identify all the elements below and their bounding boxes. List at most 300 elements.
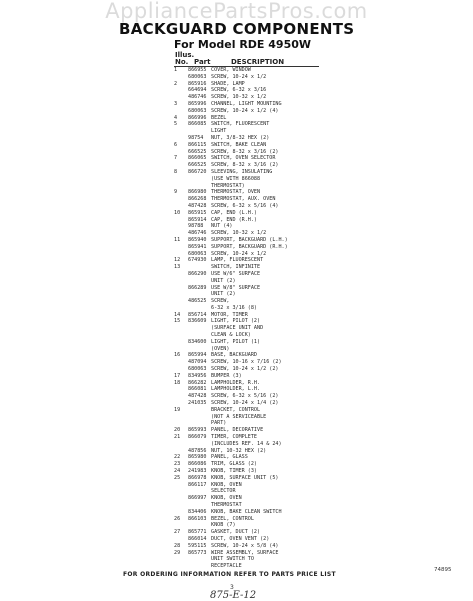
parts-row bbox=[174, 101, 473, 108]
parts-row bbox=[174, 149, 473, 156]
illus-number bbox=[174, 393, 188, 400]
part-number: 865916 bbox=[188, 80, 207, 87]
part-number: 866720 bbox=[188, 168, 207, 175]
part-description: SWITCH, OVEN SELECTOR bbox=[211, 155, 276, 162]
parts-row bbox=[174, 94, 473, 101]
illus-number: 20 bbox=[174, 427, 181, 434]
parts-row bbox=[174, 169, 473, 176]
part-description: NUT (4) bbox=[211, 223, 233, 230]
part-number: 866997 bbox=[188, 495, 207, 502]
parts-row bbox=[174, 441, 473, 448]
part-description: LAMPHOLDER, R.H. bbox=[211, 379, 261, 386]
illus-number bbox=[174, 217, 188, 224]
part-number: 680063 bbox=[188, 73, 207, 80]
parts-row bbox=[174, 332, 473, 339]
part-number: 241035 bbox=[188, 400, 207, 407]
part-number: 866081 bbox=[188, 386, 207, 393]
parts-row bbox=[174, 115, 473, 122]
part-description: KNOB, TIMER (3) bbox=[211, 468, 258, 475]
part-number: 98754 bbox=[188, 134, 204, 141]
part-number bbox=[188, 563, 211, 570]
part-description: BASE, BACKGUARD bbox=[211, 352, 258, 359]
illus-number: 25 bbox=[174, 474, 181, 481]
illus-number bbox=[174, 420, 188, 427]
model-subtitle: For Model RDE 4950W bbox=[174, 38, 312, 51]
parts-row bbox=[174, 285, 473, 292]
parts-row bbox=[174, 380, 473, 387]
part-description: BEZEL, CONTROL bbox=[211, 515, 254, 522]
part-number: 866996 bbox=[188, 114, 207, 121]
part-number bbox=[188, 291, 211, 298]
parts-row bbox=[174, 121, 473, 128]
part-description: (OVEN) bbox=[211, 345, 230, 352]
parts-row bbox=[174, 516, 473, 523]
illus-number bbox=[174, 285, 188, 292]
part-number: 680063 bbox=[188, 250, 207, 257]
illus-number: 12 bbox=[174, 257, 181, 264]
column-header-part: Part bbox=[194, 58, 211, 66]
illus-number: 7 bbox=[174, 155, 178, 162]
part-description: WIRE ASSEMBLY, SURFACE bbox=[211, 549, 279, 556]
part-number bbox=[188, 488, 211, 495]
illus-number bbox=[174, 74, 188, 81]
part-number: 486746 bbox=[188, 94, 207, 101]
parts-row bbox=[174, 176, 473, 183]
part-description: THERMOSTAT bbox=[211, 502, 242, 508]
parts-row bbox=[174, 74, 473, 81]
parts-row bbox=[174, 210, 473, 217]
part-number: 866978 bbox=[188, 474, 207, 481]
part-description: TIMER, COMPLETE bbox=[211, 434, 258, 441]
illus-number bbox=[174, 536, 188, 543]
parts-row bbox=[174, 488, 473, 495]
illus-number: 9 bbox=[174, 189, 178, 196]
illus-number bbox=[174, 522, 188, 529]
part-number bbox=[188, 556, 211, 563]
part-number: 487094 bbox=[188, 359, 207, 366]
illus-number bbox=[174, 448, 188, 455]
illus-number bbox=[174, 346, 188, 353]
parts-row bbox=[174, 482, 473, 489]
part-description: SCREW, 6-32 x 5/16 (4) bbox=[211, 202, 279, 209]
part-number: 866086 bbox=[188, 461, 207, 468]
illus-number bbox=[174, 244, 188, 251]
illus-number bbox=[174, 271, 188, 278]
illus-number bbox=[174, 230, 188, 237]
part-description: BUMPER (3) bbox=[211, 372, 242, 379]
part-number: 865980 bbox=[188, 454, 207, 461]
illus-number bbox=[174, 251, 188, 258]
illus-number bbox=[174, 386, 188, 393]
watermark-text: AppliancePartsPros.com bbox=[105, 0, 368, 23]
part-number: 98788 bbox=[188, 223, 204, 230]
parts-row bbox=[174, 244, 473, 251]
part-number: 865940 bbox=[188, 236, 207, 243]
column-header-no: No. bbox=[175, 58, 189, 66]
part-description: SUPPORT, BACKGUARD (R.H.) bbox=[211, 243, 288, 250]
part-description: SUPPORT, BACKGUARD (L.H.) bbox=[211, 236, 288, 243]
part-number: 865915 bbox=[188, 209, 207, 216]
part-description: THERMOSTAT, AUX. OVEN bbox=[211, 196, 276, 203]
part-number: 865996 bbox=[188, 100, 207, 107]
illus-number: 19 bbox=[174, 406, 181, 413]
part-description: USE W/8" SURFACE bbox=[211, 284, 261, 291]
part-description: MOTOR, TIMER bbox=[211, 311, 248, 318]
illus-number: 8 bbox=[174, 168, 178, 175]
part-description: SCREW, 8-32 x 3/16 (2) bbox=[211, 148, 279, 155]
part-description: THERMOSTAT, OVEN bbox=[211, 189, 261, 196]
part-number: 865771 bbox=[188, 529, 207, 536]
illus-number bbox=[174, 149, 188, 156]
part-number: 834406 bbox=[188, 508, 207, 515]
part-number bbox=[188, 176, 211, 183]
part-number: 680063 bbox=[188, 107, 207, 114]
part-description: LAMPHOLDER, L.H. bbox=[211, 386, 261, 393]
parts-row bbox=[174, 346, 473, 353]
part-description: GASKET, DUCT (2) bbox=[211, 529, 261, 536]
illus-number: 4 bbox=[174, 114, 178, 121]
part-description: KNOB (7) bbox=[211, 522, 236, 529]
illus-number: 5 bbox=[174, 121, 178, 128]
illus-number bbox=[174, 203, 188, 210]
part-number: 865773 bbox=[188, 549, 207, 556]
part-number bbox=[188, 332, 211, 339]
illus-number bbox=[174, 108, 188, 115]
part-description: LIGHT, PILOT (2) bbox=[211, 318, 261, 325]
parts-row bbox=[174, 434, 473, 441]
parts-row bbox=[174, 162, 473, 169]
part-number bbox=[188, 522, 211, 529]
illus-number bbox=[174, 128, 188, 135]
parts-row bbox=[174, 142, 473, 149]
illus-number bbox=[174, 482, 188, 489]
parts-row bbox=[174, 203, 473, 210]
part-description: SWITCH, BAKE CLEAN bbox=[211, 141, 267, 148]
illus-number: 6 bbox=[174, 141, 178, 148]
parts-row bbox=[174, 128, 473, 135]
part-number: 834600 bbox=[188, 338, 207, 345]
part-number bbox=[188, 502, 211, 509]
part-number: 866065 bbox=[188, 155, 207, 162]
part-number: 866103 bbox=[188, 515, 207, 522]
parts-row bbox=[174, 223, 473, 230]
illus-number bbox=[174, 359, 188, 366]
parts-row bbox=[174, 352, 473, 359]
parts-row bbox=[174, 155, 473, 162]
part-description: SCREW, bbox=[211, 298, 230, 305]
part-description: SCREW, 10-32 x 1/2 bbox=[211, 230, 267, 237]
part-number: 241983 bbox=[188, 468, 207, 475]
part-description: (INCLUDES REF. 14 & 24) bbox=[211, 440, 282, 447]
parts-row bbox=[174, 196, 473, 203]
part-number: 486746 bbox=[188, 230, 207, 237]
parts-row bbox=[174, 217, 473, 224]
part-description: USE W/6" SURFACE bbox=[211, 270, 261, 277]
part-description: LAMP, FLUORESCENT bbox=[211, 257, 264, 264]
part-description: (USE WITH 866088 bbox=[211, 175, 261, 182]
part-description: SCREW, 10-24 x 1/2 (2) bbox=[211, 366, 279, 373]
column-header-illus: Illus. bbox=[175, 51, 195, 59]
parts-row bbox=[174, 305, 473, 312]
illus-number bbox=[174, 278, 188, 285]
parts-row bbox=[174, 414, 473, 421]
parts-row bbox=[174, 108, 473, 115]
illus-number: 13 bbox=[174, 264, 181, 271]
document-code: 74895 bbox=[434, 567, 452, 573]
parts-row bbox=[174, 271, 473, 278]
part-description: SCREW, 10-16 x 7/16 (2) bbox=[211, 359, 282, 366]
part-description: SCREW, 10-24 x 5/8 (4) bbox=[211, 542, 279, 549]
parts-row bbox=[174, 550, 473, 557]
illus-number bbox=[174, 366, 188, 373]
illus-number: 28 bbox=[174, 542, 181, 549]
part-description: RECEPTACLE bbox=[211, 563, 242, 570]
illus-number: 2 bbox=[174, 80, 178, 87]
illus-number bbox=[174, 196, 188, 203]
parts-row bbox=[174, 502, 473, 509]
part-description: PANEL, DECORATIVE bbox=[211, 427, 264, 434]
parts-row bbox=[174, 407, 473, 414]
part-description: TRIM, GLASS (2) bbox=[211, 461, 258, 468]
part-number: 487428 bbox=[188, 202, 207, 209]
parts-row bbox=[174, 461, 473, 468]
parts-row bbox=[174, 87, 473, 94]
part-description: NUT, 10-32 HEX (2) bbox=[211, 447, 267, 454]
part-number: 866290 bbox=[188, 270, 207, 277]
parts-row bbox=[174, 251, 473, 258]
parts-row bbox=[174, 529, 473, 536]
part-description: PANEL, GLASS bbox=[211, 454, 248, 461]
part-description: KNOB, OVEN bbox=[211, 481, 242, 488]
illus-number bbox=[174, 298, 188, 305]
part-description: SHADE, LAMP bbox=[211, 80, 245, 87]
illus-number bbox=[174, 339, 188, 346]
parts-list bbox=[174, 67, 473, 570]
illus-number: 26 bbox=[174, 515, 181, 522]
part-description: BRACKET, CONTROL bbox=[211, 406, 261, 413]
part-description: THERMOSTAT) bbox=[211, 182, 245, 189]
part-number: 865994 bbox=[188, 352, 207, 359]
part-number: 866085 bbox=[188, 121, 207, 128]
illus-number bbox=[174, 305, 188, 312]
illus-number bbox=[174, 325, 188, 332]
part-number bbox=[188, 183, 211, 190]
part-description: NUT, 3/8-32 HEX (2) bbox=[211, 134, 270, 141]
part-description: SWITCH, FLUORESCENT bbox=[211, 121, 270, 128]
illus-number: 21 bbox=[174, 434, 181, 441]
parts-row bbox=[174, 522, 473, 529]
part-number bbox=[188, 278, 211, 285]
part-description: (NOT A SERVICEABLE bbox=[211, 413, 267, 420]
part-number: 866980 bbox=[188, 189, 207, 196]
part-number bbox=[188, 420, 211, 427]
part-number: 865993 bbox=[188, 427, 207, 434]
part-number: 866014 bbox=[188, 535, 207, 542]
part-description: SCREW, 6-32 x 5/16 (2) bbox=[211, 393, 279, 400]
part-description: UNIT (2) bbox=[211, 277, 236, 284]
ordering-footer: FOR ORDERING INFORMATION REFER TO PARTS PRICE LIST bbox=[123, 571, 336, 578]
page-number: 3 bbox=[230, 584, 234, 591]
parts-row bbox=[174, 454, 473, 461]
part-number: 856714 bbox=[188, 311, 207, 318]
part-description: KNOB, OVEN bbox=[211, 495, 242, 502]
part-description: (SURFACE UNIT AND bbox=[211, 325, 264, 332]
part-number: 866282 bbox=[188, 379, 207, 386]
parts-row bbox=[174, 339, 473, 346]
illus-number: 22 bbox=[174, 454, 181, 461]
illus-number: 14 bbox=[174, 311, 181, 318]
part-number: 674930 bbox=[188, 257, 207, 264]
parts-row bbox=[174, 373, 473, 380]
parts-row bbox=[174, 427, 473, 434]
illus-number: 29 bbox=[174, 549, 181, 556]
part-number: 664694 bbox=[188, 87, 207, 94]
illus-number bbox=[174, 509, 188, 516]
illus-number bbox=[174, 488, 188, 495]
part-description: UNIT SWITCH TO bbox=[211, 556, 254, 563]
parts-row bbox=[174, 468, 473, 475]
part-number bbox=[188, 264, 211, 271]
illus-number bbox=[174, 332, 188, 339]
parts-row bbox=[174, 67, 473, 74]
part-description: LIGHT bbox=[211, 128, 227, 135]
part-description: COVER, WINDOW bbox=[211, 67, 251, 73]
parts-row bbox=[174, 298, 473, 305]
page-title: BACKGUARD COMPONENTS bbox=[119, 20, 355, 38]
illus-number bbox=[174, 414, 188, 421]
part-description: CLEAN & LOCK) bbox=[211, 332, 251, 339]
part-number bbox=[188, 325, 211, 332]
part-description: KNOB, SURFACE UNIT (5) bbox=[211, 474, 279, 481]
parts-row bbox=[174, 278, 473, 285]
part-number: 866268 bbox=[188, 196, 207, 203]
part-description: SCREW, 10-32 x 1/2 bbox=[211, 94, 267, 101]
parts-row bbox=[174, 237, 473, 244]
part-number: 836609 bbox=[188, 318, 207, 325]
part-number bbox=[188, 346, 211, 353]
part-number: 486525 bbox=[188, 298, 207, 305]
part-description: LIGHT, PILOT (1) bbox=[211, 338, 261, 345]
illus-number bbox=[174, 87, 188, 94]
part-number: 865914 bbox=[188, 216, 207, 223]
part-description: KNOB, BAKE CLEAN SWITCH bbox=[211, 508, 282, 515]
part-number: 865941 bbox=[188, 243, 207, 250]
part-description: PART) bbox=[211, 420, 227, 427]
parts-row bbox=[174, 475, 473, 482]
part-description: SCREW, 8-32 x 3/16 (2) bbox=[211, 162, 279, 169]
parts-row bbox=[174, 420, 473, 427]
part-number: 866289 bbox=[188, 284, 207, 291]
handwritten-note: 875-E-12 bbox=[210, 590, 257, 601]
parts-row bbox=[174, 536, 473, 543]
part-number bbox=[188, 407, 211, 414]
parts-row bbox=[174, 556, 473, 563]
part-number: 866079 bbox=[188, 434, 207, 441]
part-description: SLEEVING, INSULATING bbox=[211, 168, 273, 175]
illus-number bbox=[174, 223, 188, 230]
parts-row bbox=[174, 393, 473, 400]
parts-row bbox=[174, 230, 473, 237]
parts-row bbox=[174, 563, 473, 570]
part-description: SCREW, 10-24 x 1/2 bbox=[211, 73, 267, 80]
parts-row bbox=[174, 189, 473, 196]
part-description: CAP, END (R.H.) bbox=[211, 216, 258, 223]
illus-number: 15 bbox=[174, 318, 181, 325]
part-description: SELECTOR bbox=[211, 488, 236, 495]
part-description: UNIT (2) bbox=[211, 291, 236, 298]
part-number: 487428 bbox=[188, 393, 207, 400]
part-number: 666525 bbox=[188, 162, 207, 169]
part-number bbox=[188, 305, 211, 312]
part-description: BEZEL bbox=[211, 114, 227, 121]
parts-row bbox=[174, 448, 473, 455]
illus-number bbox=[174, 495, 188, 502]
illus-number: 17 bbox=[174, 372, 181, 379]
part-description: DUCT, OVEN VENT (2) bbox=[211, 535, 270, 542]
parts-row bbox=[174, 400, 473, 407]
parts-row bbox=[174, 135, 473, 142]
illus-number: 10 bbox=[174, 209, 181, 216]
illus-number bbox=[174, 135, 188, 142]
illus-number: 23 bbox=[174, 461, 181, 468]
parts-row bbox=[174, 325, 473, 332]
parts-row bbox=[174, 366, 473, 373]
column-header-description: DESCRIPTION bbox=[231, 58, 285, 66]
illus-number bbox=[174, 441, 188, 448]
parts-row bbox=[174, 312, 473, 319]
illus-number bbox=[174, 291, 188, 298]
illus-number bbox=[174, 94, 188, 101]
illus-number bbox=[174, 162, 188, 169]
part-description: SCREW, 10-24 x 1/2 (4) bbox=[211, 107, 279, 114]
part-description: SCREW, 10-24 x 1/4 (2) bbox=[211, 400, 279, 407]
illus-number: 27 bbox=[174, 529, 181, 536]
illus-number: 1 bbox=[174, 67, 178, 73]
part-description: SWITCH, INFINITE bbox=[211, 264, 261, 271]
illus-number bbox=[174, 556, 188, 563]
part-number bbox=[188, 441, 211, 448]
illus-number bbox=[174, 400, 188, 407]
part-number bbox=[188, 128, 211, 135]
parts-row bbox=[174, 509, 473, 516]
part-number: 866955 bbox=[188, 67, 207, 73]
part-description: SCREW, 6-32 x 3/16 bbox=[211, 87, 267, 94]
part-number: 866117 bbox=[188, 481, 207, 488]
parts-row bbox=[174, 183, 473, 190]
part-description: 6-32 x 3/16 (8) bbox=[211, 304, 258, 311]
parts-row bbox=[174, 81, 473, 88]
illus-number: 3 bbox=[174, 100, 178, 107]
parts-row bbox=[174, 543, 473, 550]
illus-number bbox=[174, 502, 188, 509]
part-number: 866115 bbox=[188, 141, 207, 148]
part-description: CAP, END (L.H.) bbox=[211, 209, 258, 216]
part-description: SCREW, 10-24 x 1/2 bbox=[211, 250, 267, 257]
illus-number: 18 bbox=[174, 379, 181, 386]
parts-row bbox=[174, 386, 473, 393]
parts-row bbox=[174, 257, 473, 264]
part-number: 487856 bbox=[188, 447, 207, 454]
part-number: 595115 bbox=[188, 542, 207, 549]
part-number bbox=[188, 414, 211, 421]
parts-row bbox=[174, 359, 473, 366]
parts-row bbox=[174, 318, 473, 325]
illus-number bbox=[174, 563, 188, 570]
parts-row bbox=[174, 291, 473, 298]
part-number: 834956 bbox=[188, 372, 207, 379]
illus-number bbox=[174, 176, 188, 183]
illus-number: 16 bbox=[174, 352, 181, 359]
